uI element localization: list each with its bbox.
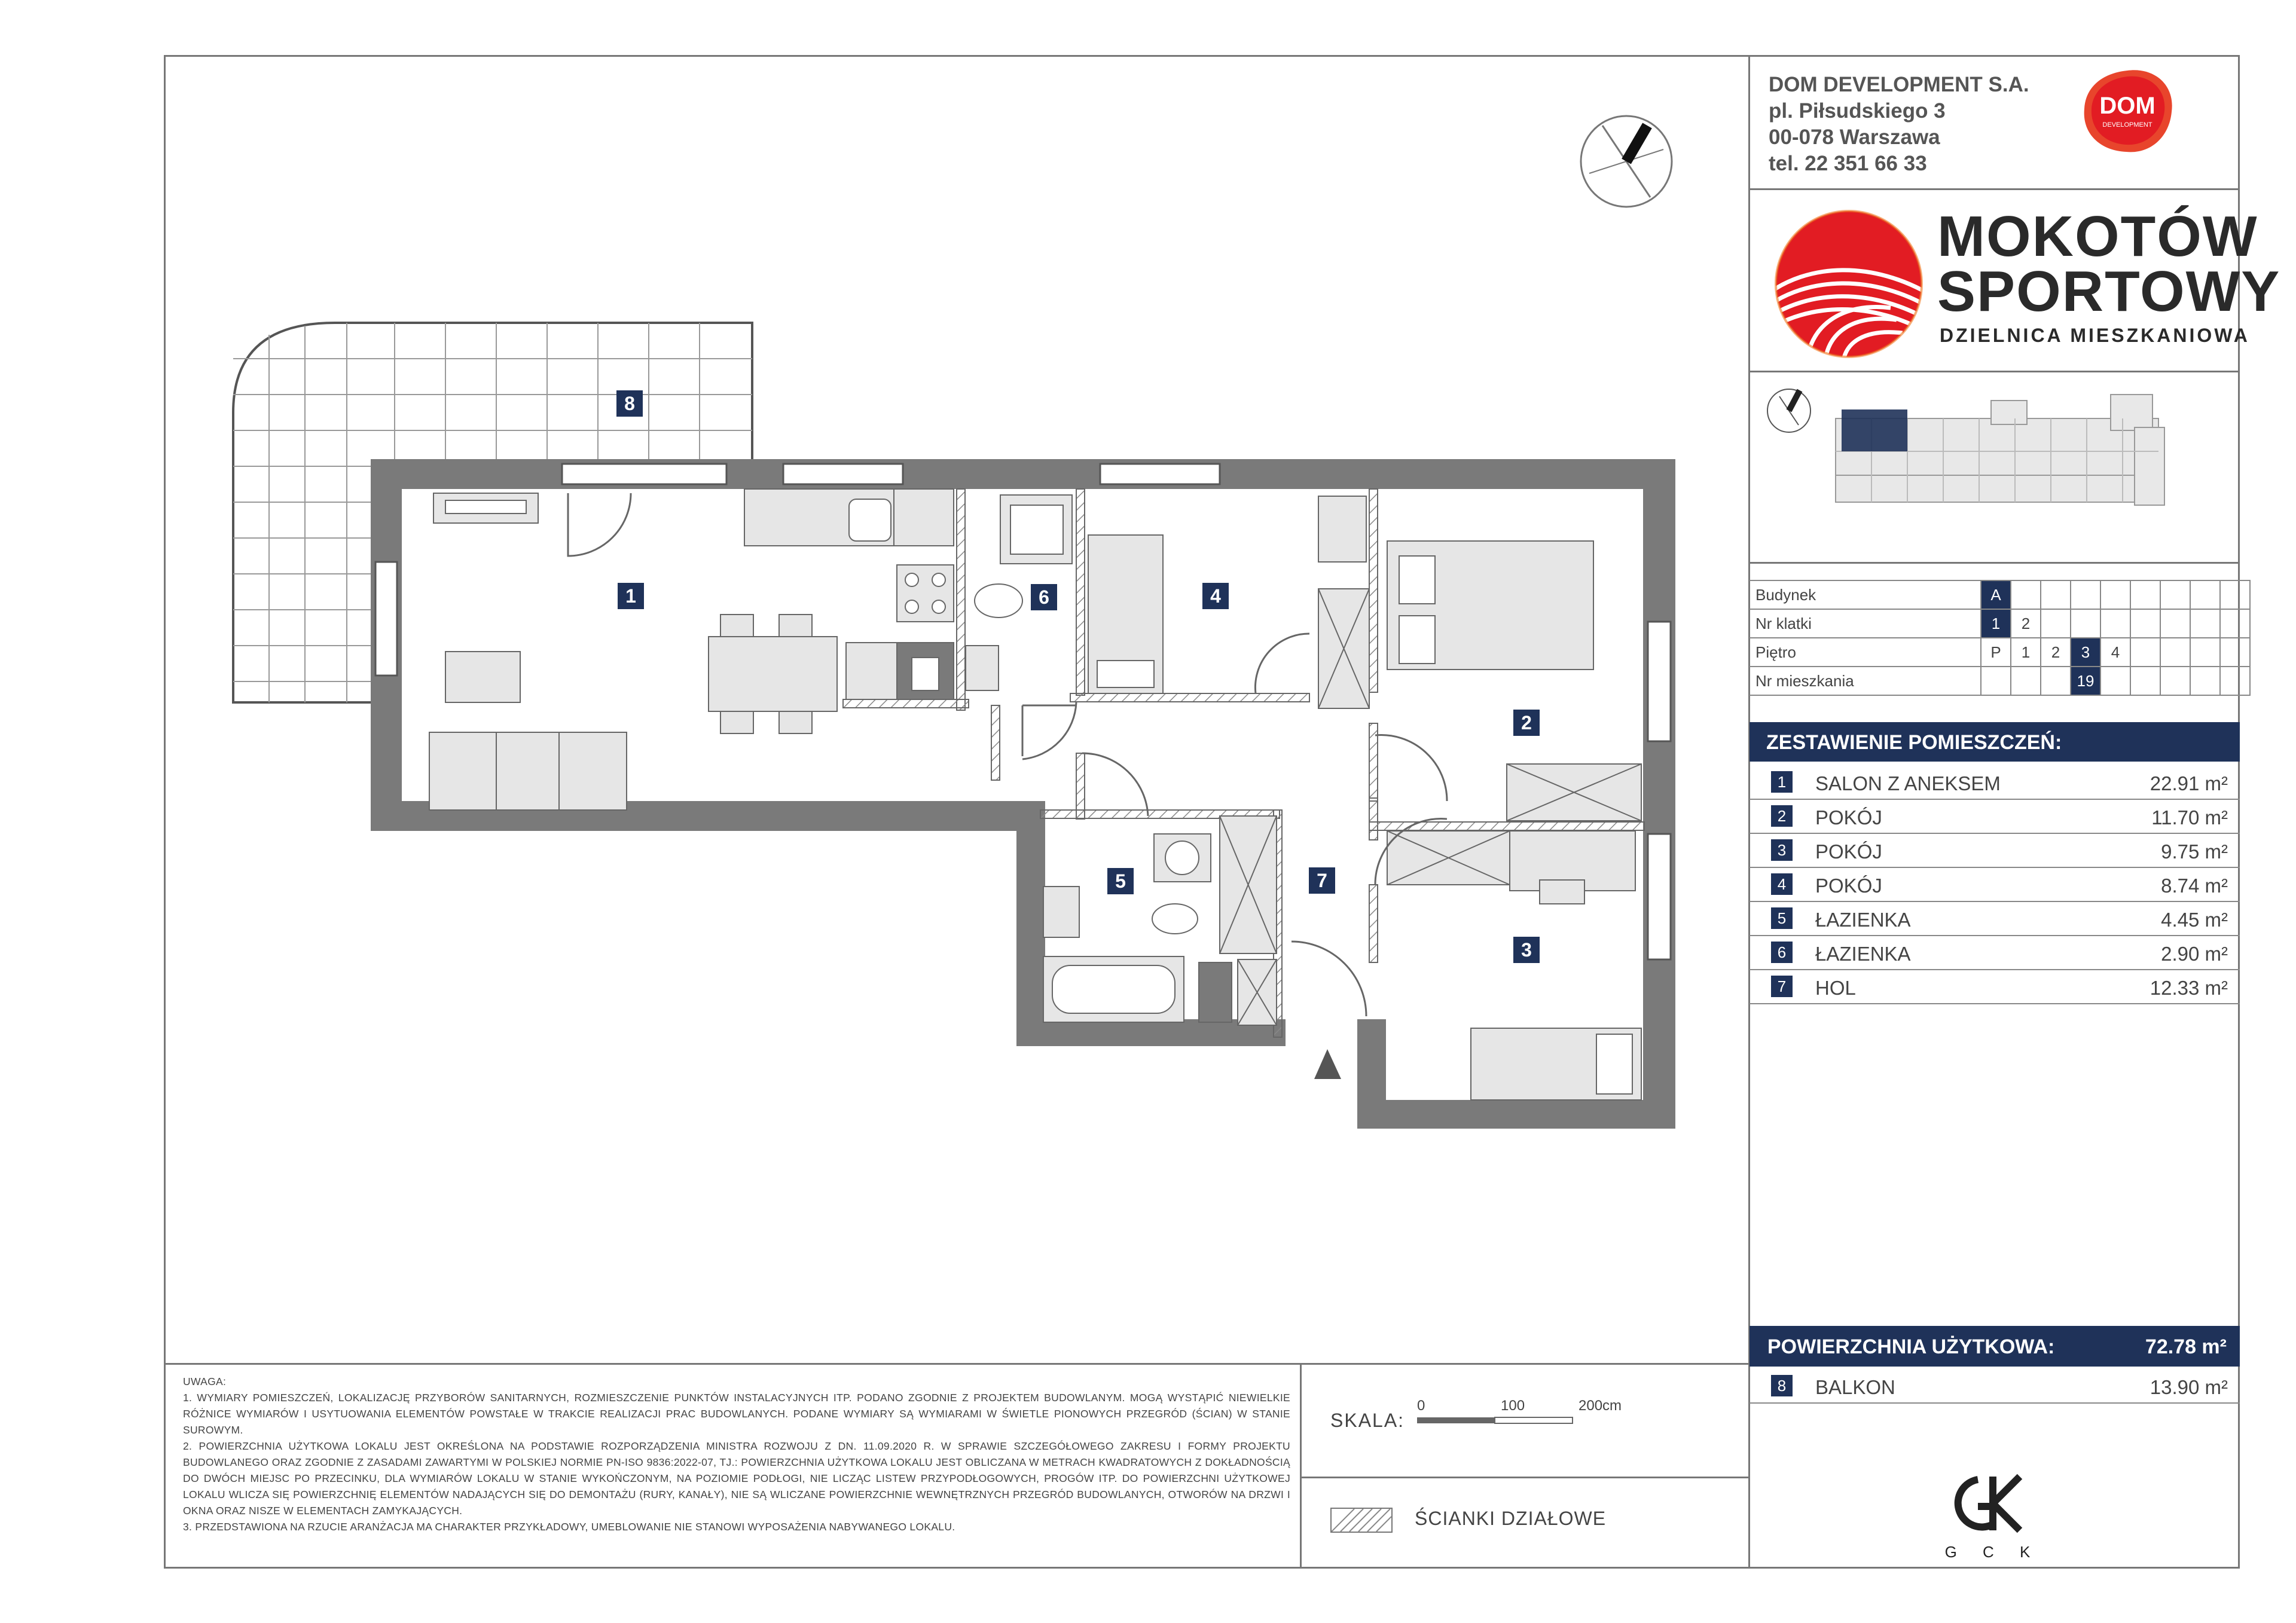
note-2: 2. POWIERZCHNIA UŻYTKOWA LOKALU JEST OKREŚLONA NA PODSTAWIE ROZPORZĄDZENIA MINISTRA ROZWOJU Z DN. 11.09.2020 R. W SPRAWIE SZCZEGÓŁOWEGO ZAKRESU I FORMY PROJEKTU BUDOWLANEGO ORAZ ZGODNIE Z ZASADAMI ZAWARTYMI W POLSKIEJ NORMIE PN-ISO 9836:2022-07, TJ.: POWIERZCHNIA UŻYTKOWA LOKALU JEST OBLICZANA W METRACH KWADRATOWYCH Z DOKŁADNOŚCIĄ DO DWÓCH MIEJSC PO PRZECINKU, DLA WYMIARÓW LOKALU W STANIE WYKOŃCZONYM, NA POZIOMIE PODŁOGI, NIE LICZĄC LISTEW PRZYPODŁOGOWYCH, PROGÓW ITP. DO POWIERZCHNI UŻYTKOWEJ LOKALU WLICZA SIĘ POWIERZCHNIĘ ELEMENTÓW NADAJĄCYCH SIĘ DO DEMONTAŻU (RURY, KANAŁY), NIE SĄ WLICZANE POWIERZCHNIE WEWNĘTRZNYCH PRZEGRÓD BUDOWLANYCH, OTWORÓW NA DRZWI I OKNA ORAZ NISZE W ELEMENTACH ZAMYKAJĄCYCH. [183, 1440, 1290, 1517]
room-area: 9.75 m² [2161, 840, 2228, 863]
room-num: 1 [1771, 771, 1793, 793]
company-phone: tel. 22 351 66 33 [1769, 152, 1927, 175]
room-num: 7 [1771, 976, 1793, 997]
room-name: POKÓJ [1815, 806, 1882, 829]
room-num: 4 [1771, 873, 1793, 895]
notes-heading: UWAGA: [183, 1376, 227, 1387]
scale-label: SKALA: [1330, 1410, 1405, 1431]
room-name: ŁAZIENKA [1815, 909, 1911, 931]
floor-3: 3 [2071, 638, 2100, 667]
room-num: 6 [1771, 942, 1793, 963]
room-area: 22.91 m² [2150, 772, 2228, 794]
legend-label: ŚCIANKI DZIAŁOWE [1415, 1508, 1607, 1529]
stair-1: 1 [1981, 609, 2011, 638]
apartment-label: Nr mieszkania [1750, 667, 1981, 695]
bedroom-3-furniture [1387, 831, 1641, 1100]
building-value: A [1981, 580, 2011, 609]
room-tag-6: 6 [1031, 584, 1057, 610]
room-num: 2 [1771, 805, 1793, 827]
room-name: POKÓJ [1815, 840, 1882, 863]
dom-logo-text: DOM [2099, 93, 2155, 119]
bedroom-4-furniture [1088, 535, 1163, 693]
stair-label: Nr klatki [1750, 609, 1981, 638]
stair-2: 2 [2011, 609, 2041, 638]
bedroom-2-furniture [1318, 496, 1641, 821]
note-3: 3. PRZEDSTAWIONA NA RZUCIE ARANŻACJA MA CHARAKTER PRZYKŁADOWY, UMEBLOWANIE NIE STANOWI WYPOSAŻENIA NABYWANEGO LOKALU. [183, 1521, 955, 1533]
total-area-label: POWIERZCHNIA UŻYTKOWA: [1767, 1335, 2055, 1358]
scale-tick-200: 200cm [1578, 1398, 1622, 1414]
company-address: pl. Piłsudskiego 3 [1769, 99, 1946, 123]
note-1: 1. WYMIARY POMIESZCZEŃ, LOKALIZACJĘ PRZYBORÓW SANITARNYCH, ROZMIESZCZENIE PUNKTÓW INSTALACYJNYCH ITP. PODANO ZGODNIE Z PROJEKTEM BUDOWLANYM. MOGĄ WYSTĄPIĆ NIEWIELKIE RÓŻNICE WYMIARÓW I USYTUOWANIA ELEMENTÓW POWSTAŁE W TRAKCIE REALIZACJI PRAC BUDOWLANYCH. PODANE WYMIARY SĄ WYMIARAMI W ŚWIETLE PIONOWYCH PRZEGRÓD (ŚCIAN) W STANIE SUROWYM. [183, 1392, 1290, 1436]
room-area: 4.45 m² [2161, 909, 2228, 931]
floor-p: P [1981, 638, 2011, 667]
room-area: 2.90 m² [2161, 943, 2228, 965]
room-area: 8.74 m² [2161, 875, 2228, 897]
room-name: POKÓJ [1815, 875, 1882, 897]
room-tag-1: 1 [618, 583, 644, 609]
building-label: Budynek [1750, 580, 1981, 609]
scale-tick-100: 100 [1501, 1398, 1525, 1414]
project-subtitle: DZIELNICA MIESZKANIOWA [1940, 325, 2250, 346]
company-city: 00-078 Warszawa [1769, 126, 1940, 149]
balcony-name: BALKON [1815, 1376, 1895, 1398]
room-num: 5 [1771, 907, 1793, 929]
dom-logo-sub: DEVELOPMENT [2102, 121, 2152, 129]
living-room-furniture [429, 489, 954, 810]
room-tag-2: 2 [1513, 710, 1540, 736]
project-title-line2: SPORTOWY [1937, 259, 2281, 323]
room-tag-5: 5 [1107, 868, 1134, 894]
room-tag-3: 3 [1513, 937, 1540, 963]
floor-label: Piętro [1750, 638, 1981, 667]
room-num: 3 [1771, 839, 1793, 861]
room-area: 11.70 m² [2151, 806, 2228, 829]
room-tag-4: 4 [1202, 583, 1229, 609]
rooms-header-text: ZESTAWIENIE POMIESZCZEŃ: [1766, 731, 2062, 754]
company-name: DOM DEVELOPMENT S.A. [1769, 73, 2029, 96]
balcony-area: 13.90 m² [2150, 1376, 2228, 1398]
room-tag-7: 7 [1309, 867, 1335, 894]
floor-4: 4 [2100, 638, 2130, 667]
total-area-value: 72.78 m² [2145, 1335, 2227, 1358]
room-name: HOL [1815, 977, 1856, 999]
balcony-num: 8 [1771, 1375, 1793, 1396]
floor-1: 1 [2011, 638, 2041, 667]
room-name: ŁAZIENKA [1815, 943, 1911, 965]
doors [568, 493, 1447, 1016]
entrance-arrow-icon [1314, 1049, 1341, 1079]
room-name: SALON Z ANEKSEM [1815, 772, 2001, 794]
room-tag-8: 8 [616, 390, 643, 417]
bathroom-5-fixtures [1043, 816, 1277, 1025]
scale-tick-0: 0 [1417, 1398, 1425, 1414]
gck-text: G C K [1944, 1543, 2041, 1561]
floor-2: 2 [2041, 638, 2071, 667]
project-title-line1: MOKOTÓW [1937, 204, 2258, 268]
room-area: 12.33 m² [2150, 977, 2228, 999]
apartment-number: 19 [2071, 667, 2100, 695]
